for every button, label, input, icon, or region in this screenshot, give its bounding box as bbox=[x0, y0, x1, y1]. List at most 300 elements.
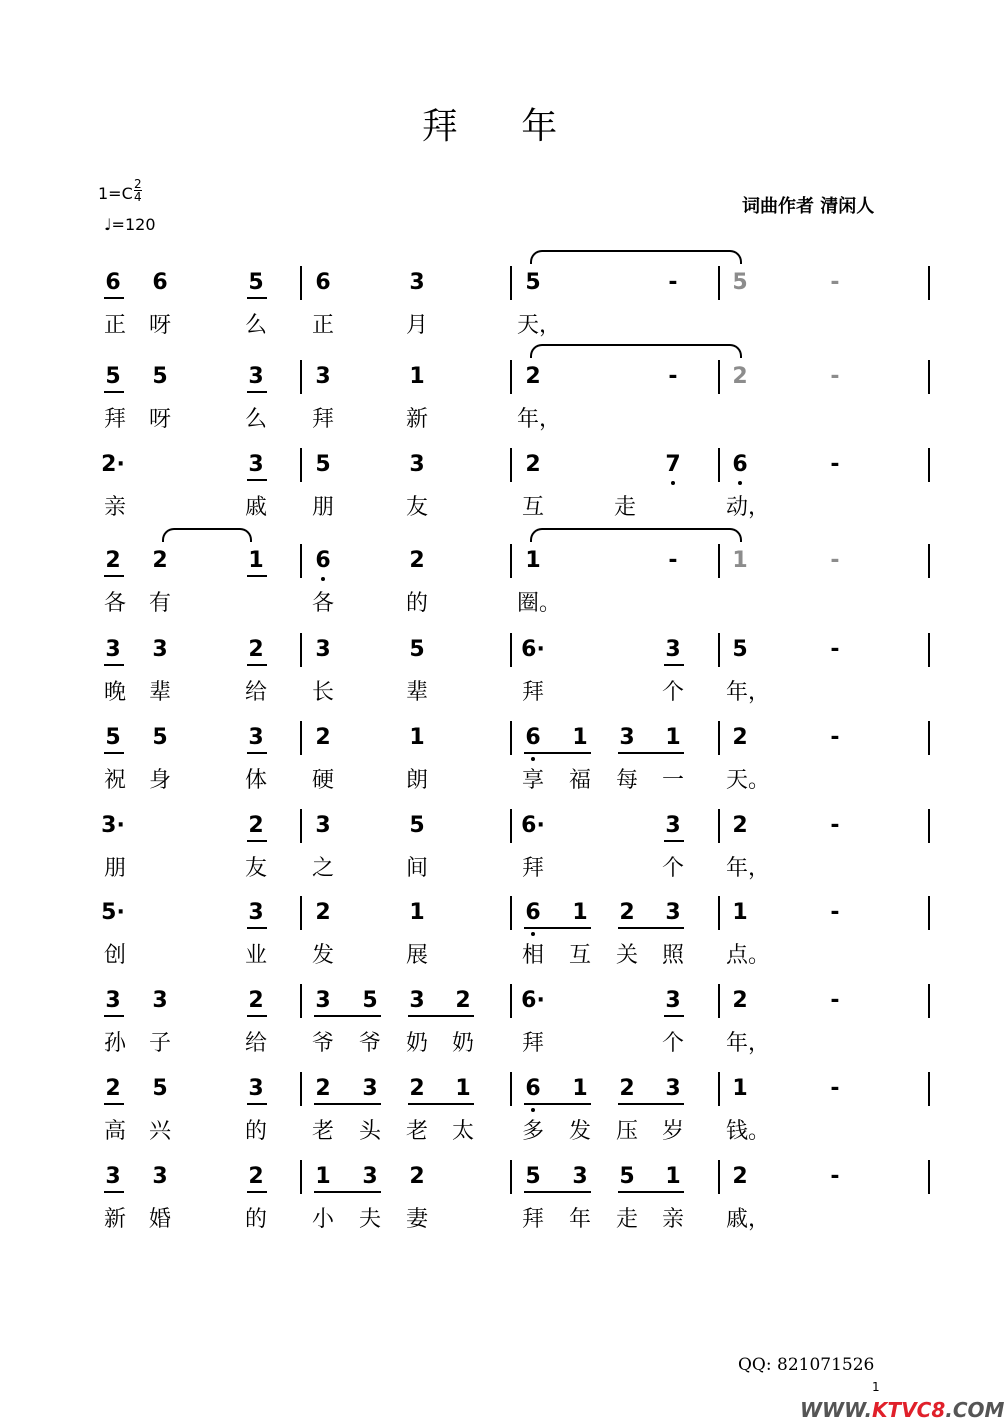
low-octave-dot bbox=[671, 481, 675, 485]
note: 2 bbox=[525, 452, 541, 477]
underline-beam bbox=[664, 1015, 684, 1017]
barline bbox=[928, 984, 930, 1018]
lyric-char: 有 bbox=[148, 591, 171, 616]
lyric-char: 享 bbox=[521, 768, 544, 793]
note: 6 bbox=[525, 900, 541, 925]
lyric-char: 互 bbox=[568, 943, 591, 968]
lyric-char: 相 bbox=[521, 943, 544, 968]
note: 2 bbox=[455, 988, 471, 1013]
lyric-char: 拜 bbox=[521, 856, 544, 881]
note: 1 bbox=[572, 1076, 588, 1101]
lyric-char: 硬 bbox=[311, 768, 334, 793]
note: 5 bbox=[362, 988, 378, 1013]
tie-slur bbox=[530, 250, 742, 264]
barline bbox=[928, 448, 930, 482]
barline bbox=[928, 1160, 930, 1194]
barline bbox=[300, 809, 302, 843]
barline bbox=[718, 1072, 720, 1106]
note: 3 bbox=[315, 364, 331, 389]
lyric-char: 新 bbox=[103, 1207, 126, 1232]
beam-group bbox=[314, 1015, 381, 1017]
note: 3 bbox=[409, 270, 425, 295]
note: 1 bbox=[409, 725, 425, 750]
note: 5 bbox=[105, 364, 121, 389]
note: 2 bbox=[409, 1164, 425, 1189]
note: - bbox=[830, 900, 840, 925]
barline bbox=[928, 266, 930, 300]
note: 1 bbox=[665, 725, 681, 750]
lyric-char: 的 bbox=[244, 1207, 267, 1232]
barline bbox=[510, 448, 512, 482]
note: 3 bbox=[248, 725, 264, 750]
note: - bbox=[830, 1164, 840, 1189]
barline bbox=[300, 266, 302, 300]
barline bbox=[300, 360, 302, 394]
lyric-char: 拜 bbox=[521, 1207, 544, 1232]
lyric-char: 辈 bbox=[148, 680, 171, 705]
beam-group bbox=[618, 927, 684, 929]
quarter-note-icon: ♩ bbox=[104, 215, 112, 234]
lyric-char: 年 bbox=[568, 1207, 591, 1232]
song-title: 拜 年 bbox=[421, 106, 584, 147]
lyric-char: 钱。 bbox=[726, 1119, 771, 1144]
beam-group bbox=[314, 1103, 381, 1105]
underline-beam bbox=[247, 391, 267, 393]
lyric-char: 体 bbox=[244, 768, 267, 793]
note: 6 bbox=[525, 1076, 541, 1101]
note: 6 bbox=[315, 270, 331, 295]
beam-group bbox=[524, 752, 591, 754]
lyric-char: 给 bbox=[244, 1031, 267, 1056]
lyric-char: 友 bbox=[405, 495, 428, 520]
note: 3 bbox=[572, 1164, 588, 1189]
barline bbox=[510, 266, 512, 300]
lyric-char: 月 bbox=[405, 313, 428, 338]
note: 5 bbox=[152, 1076, 168, 1101]
lyric-char: 各 bbox=[103, 591, 126, 616]
site-prefix: WWW. bbox=[800, 1398, 873, 1422]
lyric-char: 长 bbox=[311, 680, 334, 705]
barline bbox=[928, 721, 930, 755]
underline-beam bbox=[104, 1103, 124, 1105]
barline bbox=[718, 809, 720, 843]
note: 6 bbox=[525, 725, 541, 750]
lyric-char: 业 bbox=[244, 943, 267, 968]
note: 2 bbox=[409, 548, 425, 573]
lyric-char: 之 bbox=[311, 856, 334, 881]
note: 5 bbox=[152, 364, 168, 389]
barline bbox=[718, 544, 720, 578]
barline bbox=[718, 896, 720, 930]
lyric-char: 祝 bbox=[103, 768, 126, 793]
lyric-char: 互 bbox=[521, 495, 544, 520]
site-brand: KTVC8 bbox=[872, 1398, 946, 1422]
note: 5 bbox=[732, 637, 748, 662]
barline bbox=[300, 448, 302, 482]
tempo-value: =120 bbox=[111, 215, 156, 234]
note: - bbox=[830, 988, 840, 1013]
barline bbox=[718, 448, 720, 482]
lyric-char: 福 bbox=[568, 768, 591, 793]
lyric-char: 戚 bbox=[244, 495, 267, 520]
note: 5· bbox=[101, 900, 125, 925]
note: 3 bbox=[105, 988, 121, 1013]
beam-group bbox=[408, 1103, 474, 1105]
lyric-char: 各 bbox=[311, 591, 334, 616]
barline bbox=[300, 1160, 302, 1194]
note: - bbox=[830, 548, 840, 573]
barline bbox=[718, 266, 720, 300]
lyric-char: 一 bbox=[661, 768, 684, 793]
note: 2 bbox=[315, 900, 331, 925]
lyric-char: 圈。 bbox=[517, 591, 562, 616]
barline bbox=[300, 1072, 302, 1106]
note: 1 bbox=[455, 1076, 471, 1101]
lyric-char: 老 bbox=[311, 1119, 334, 1144]
note: 1 bbox=[732, 548, 748, 573]
note: 1 bbox=[248, 548, 264, 573]
note: 5 bbox=[525, 1164, 541, 1189]
barline bbox=[928, 633, 930, 667]
note: 5 bbox=[315, 452, 331, 477]
lyric-char: 拜 bbox=[521, 1031, 544, 1056]
note: - bbox=[830, 1076, 840, 1101]
barline bbox=[718, 984, 720, 1018]
note: 2 bbox=[619, 900, 635, 925]
barline bbox=[510, 633, 512, 667]
lyric-char: 奶 bbox=[405, 1031, 428, 1056]
note: 3 bbox=[409, 988, 425, 1013]
lyric-char: 妻 bbox=[405, 1207, 428, 1232]
lyric-char: 个 bbox=[661, 856, 684, 881]
beam-group bbox=[314, 1191, 381, 1193]
lyric-char: 小 bbox=[311, 1207, 334, 1232]
note: 2 bbox=[315, 1076, 331, 1101]
barline bbox=[510, 896, 512, 930]
lyric-char: 拜 bbox=[521, 680, 544, 705]
note: 3 bbox=[152, 1164, 168, 1189]
lyric-char: 创 bbox=[103, 943, 126, 968]
lyric-char: 爷 bbox=[358, 1031, 381, 1056]
underline-beam bbox=[104, 664, 124, 666]
lyric-char: 子 bbox=[148, 1031, 171, 1056]
lyric-char: 发 bbox=[568, 1119, 591, 1144]
lyric-char: 头 bbox=[358, 1119, 381, 1144]
barline bbox=[928, 360, 930, 394]
underline-beam bbox=[104, 752, 124, 754]
lyric-char: 身 bbox=[148, 768, 171, 793]
qq-contact: QQ: 821071526 bbox=[738, 1355, 875, 1375]
note: 6 bbox=[105, 270, 121, 295]
note: - bbox=[830, 452, 840, 477]
note: 6· bbox=[521, 988, 545, 1013]
underline-beam bbox=[247, 752, 267, 754]
barline bbox=[510, 984, 512, 1018]
lyric-char: 么 bbox=[244, 407, 267, 432]
beam-group bbox=[618, 1191, 684, 1193]
underline-beam bbox=[104, 1191, 124, 1193]
low-octave-dot bbox=[531, 757, 535, 761]
note: 2 bbox=[732, 813, 748, 838]
barline bbox=[300, 721, 302, 755]
note: - bbox=[830, 813, 840, 838]
lyric-char: 压 bbox=[615, 1119, 638, 1144]
note: 2 bbox=[525, 364, 541, 389]
note: 3 bbox=[152, 637, 168, 662]
note: - bbox=[830, 637, 840, 662]
lyric-char: 正 bbox=[103, 313, 126, 338]
lyric-char: 的 bbox=[405, 591, 428, 616]
lyric-char: 奶 bbox=[451, 1031, 474, 1056]
beam-group bbox=[408, 1015, 474, 1017]
note: 2 bbox=[152, 548, 168, 573]
lyric-char: 太 bbox=[451, 1119, 474, 1144]
lyric-char: 拜 bbox=[311, 407, 334, 432]
lyric-char: 天， bbox=[517, 313, 562, 338]
lyric-char: 拜 bbox=[103, 407, 126, 432]
lyric-char: 亲 bbox=[661, 1207, 684, 1232]
barline bbox=[718, 633, 720, 667]
note: 5 bbox=[248, 270, 264, 295]
note: 2 bbox=[105, 1076, 121, 1101]
barline bbox=[718, 1160, 720, 1194]
note: 2 bbox=[732, 1164, 748, 1189]
lyric-char: 兴 bbox=[148, 1119, 171, 1144]
beam-group bbox=[618, 752, 684, 754]
note: - bbox=[668, 270, 678, 295]
time-signature-numerator: 2 bbox=[134, 177, 142, 191]
note: 3 bbox=[315, 813, 331, 838]
note: 3 bbox=[105, 1164, 121, 1189]
note: 3 bbox=[105, 637, 121, 662]
note: 3 bbox=[248, 452, 264, 477]
note: 1 bbox=[409, 900, 425, 925]
lyric-char: 展 bbox=[405, 943, 428, 968]
lyric-char: 亲 bbox=[103, 495, 126, 520]
note: 3 bbox=[248, 900, 264, 925]
underline-beam bbox=[247, 664, 267, 666]
beam-group bbox=[524, 1103, 591, 1105]
lyric-char: 个 bbox=[661, 680, 684, 705]
barline bbox=[928, 896, 930, 930]
note: 1 bbox=[409, 364, 425, 389]
lyric-char: 年， bbox=[726, 856, 771, 881]
barline bbox=[928, 1072, 930, 1106]
beam-group bbox=[524, 1191, 591, 1193]
lyric-char: 走 bbox=[613, 495, 636, 520]
note: 1 bbox=[572, 725, 588, 750]
barline bbox=[510, 1160, 512, 1194]
key-signature: 1=C bbox=[98, 184, 133, 203]
note: 2 bbox=[732, 725, 748, 750]
lyric-char: 动， bbox=[726, 495, 771, 520]
lyric-char: 个 bbox=[661, 1031, 684, 1056]
underline-beam bbox=[247, 575, 267, 577]
note: 2 bbox=[732, 988, 748, 1013]
note: 5 bbox=[105, 725, 121, 750]
lyric-char: 戚， bbox=[726, 1207, 771, 1232]
lyric-char: 间 bbox=[405, 856, 428, 881]
note: 2 bbox=[619, 1076, 635, 1101]
note: 2 bbox=[248, 637, 264, 662]
note: 3 bbox=[665, 1076, 681, 1101]
note: 1 bbox=[525, 548, 541, 573]
note: - bbox=[668, 364, 678, 389]
note: 1 bbox=[315, 1164, 331, 1189]
note: 2 bbox=[248, 813, 264, 838]
barline bbox=[510, 360, 512, 394]
lyric-char: 呀 bbox=[148, 407, 171, 432]
lyric-char: 孙 bbox=[103, 1031, 126, 1056]
lyric-char: 婚 bbox=[148, 1207, 171, 1232]
barline bbox=[300, 896, 302, 930]
barline bbox=[718, 360, 720, 394]
note: 1 bbox=[732, 900, 748, 925]
lyric-char: 高 bbox=[103, 1119, 126, 1144]
lyric-char: 多 bbox=[521, 1119, 544, 1144]
note: 5 bbox=[409, 637, 425, 662]
lyric-char: 每 bbox=[615, 768, 638, 793]
barline bbox=[510, 809, 512, 843]
low-octave-dot bbox=[531, 932, 535, 936]
lyric-char: 晚 bbox=[103, 680, 126, 705]
note: 1 bbox=[665, 1164, 681, 1189]
page-number: 1 bbox=[872, 1380, 880, 1394]
lyric-char: 走 bbox=[615, 1207, 638, 1232]
note: 5 bbox=[619, 1164, 635, 1189]
beam-group bbox=[618, 1103, 684, 1105]
underline-beam bbox=[247, 1103, 267, 1105]
note: 2 bbox=[409, 1076, 425, 1101]
lyric-char: 辈 bbox=[405, 680, 428, 705]
low-octave-dot bbox=[531, 1108, 535, 1112]
lyric-char: 友 bbox=[244, 856, 267, 881]
note: 3 bbox=[248, 364, 264, 389]
underline-beam bbox=[247, 927, 267, 929]
lyric-char: 老 bbox=[405, 1119, 428, 1144]
lyric-char: 年， bbox=[517, 407, 562, 432]
note: 3 bbox=[665, 900, 681, 925]
barline bbox=[300, 984, 302, 1018]
barline bbox=[510, 544, 512, 578]
underline-beam bbox=[664, 840, 684, 842]
time-signature bbox=[134, 178, 142, 203]
lyric-char: 的 bbox=[244, 1119, 267, 1144]
low-octave-dot bbox=[321, 577, 325, 581]
underline-beam bbox=[247, 840, 267, 842]
note: 5 bbox=[409, 813, 425, 838]
site-suffix: .COM bbox=[945, 1398, 1005, 1422]
tempo-marking bbox=[104, 215, 156, 234]
note: 3 bbox=[315, 988, 331, 1013]
site-watermark bbox=[800, 1398, 1004, 1422]
note: 6 bbox=[732, 452, 748, 477]
note: 3· bbox=[101, 813, 125, 838]
lyric-char: 给 bbox=[244, 680, 267, 705]
note: 6· bbox=[521, 637, 545, 662]
note: 2 bbox=[315, 725, 331, 750]
lyric-char: 朋 bbox=[311, 495, 334, 520]
lyric-char: 年， bbox=[726, 680, 771, 705]
note: 5 bbox=[732, 270, 748, 295]
note: 3 bbox=[409, 452, 425, 477]
underline-beam bbox=[247, 479, 267, 481]
note: 1 bbox=[572, 900, 588, 925]
underline-beam bbox=[104, 575, 124, 577]
note: - bbox=[830, 725, 840, 750]
lyric-char: 点。 bbox=[726, 943, 771, 968]
barline bbox=[510, 1072, 512, 1106]
time-signature-denominator: 4 bbox=[134, 190, 142, 204]
lyric-char: 朋 bbox=[103, 856, 126, 881]
beam-group bbox=[524, 927, 591, 929]
note: 3 bbox=[619, 725, 635, 750]
lyric-char: 夫 bbox=[358, 1207, 381, 1232]
note: 6 bbox=[152, 270, 168, 295]
note: 7 bbox=[665, 452, 681, 477]
note: 3 bbox=[665, 637, 681, 662]
barline bbox=[928, 809, 930, 843]
underline-beam bbox=[664, 664, 684, 666]
barline bbox=[300, 633, 302, 667]
note: - bbox=[830, 364, 840, 389]
lyric-char: 发 bbox=[311, 943, 334, 968]
tie-slur bbox=[530, 528, 742, 542]
note: 3 bbox=[248, 1076, 264, 1101]
low-octave-dot bbox=[738, 481, 742, 485]
note: 3 bbox=[152, 988, 168, 1013]
lyric-char: 照 bbox=[661, 943, 684, 968]
lyric-char: 朗 bbox=[405, 768, 428, 793]
lyric-char: 岁 bbox=[661, 1119, 684, 1144]
lyric-char: 呀 bbox=[148, 313, 171, 338]
lyric-char: 么 bbox=[244, 313, 267, 338]
note: 2 bbox=[732, 364, 748, 389]
note: 2 bbox=[105, 548, 121, 573]
note: 6· bbox=[521, 813, 545, 838]
barline bbox=[510, 721, 512, 755]
note: - bbox=[830, 270, 840, 295]
note: 3 bbox=[665, 813, 681, 838]
lyric-char: 爷 bbox=[311, 1031, 334, 1056]
note: 6 bbox=[315, 548, 331, 573]
note: 3 bbox=[665, 988, 681, 1013]
lyric-char: 新 bbox=[405, 407, 428, 432]
note: 1 bbox=[732, 1076, 748, 1101]
underline-beam bbox=[247, 1191, 267, 1193]
lyric-char: 正 bbox=[311, 313, 334, 338]
lyric-char: 天。 bbox=[726, 768, 771, 793]
note: 5 bbox=[525, 270, 541, 295]
underline-beam bbox=[104, 297, 124, 299]
lyric-char: 关 bbox=[615, 943, 638, 968]
underline-beam bbox=[104, 391, 124, 393]
lyric-char: 年， bbox=[726, 1031, 771, 1056]
barline bbox=[300, 544, 302, 578]
underline-beam bbox=[104, 1015, 124, 1017]
note: 3 bbox=[315, 637, 331, 662]
note: - bbox=[668, 548, 678, 573]
underline-beam bbox=[247, 297, 267, 299]
barline bbox=[928, 544, 930, 578]
note: 2 bbox=[248, 1164, 264, 1189]
tie-slur bbox=[162, 528, 252, 542]
note: 2 bbox=[248, 988, 264, 1013]
note: 3 bbox=[362, 1164, 378, 1189]
underline-beam bbox=[247, 1015, 267, 1017]
composer-credit: 词曲作者 清闲人 bbox=[742, 196, 875, 217]
tie-slur bbox=[530, 344, 742, 358]
